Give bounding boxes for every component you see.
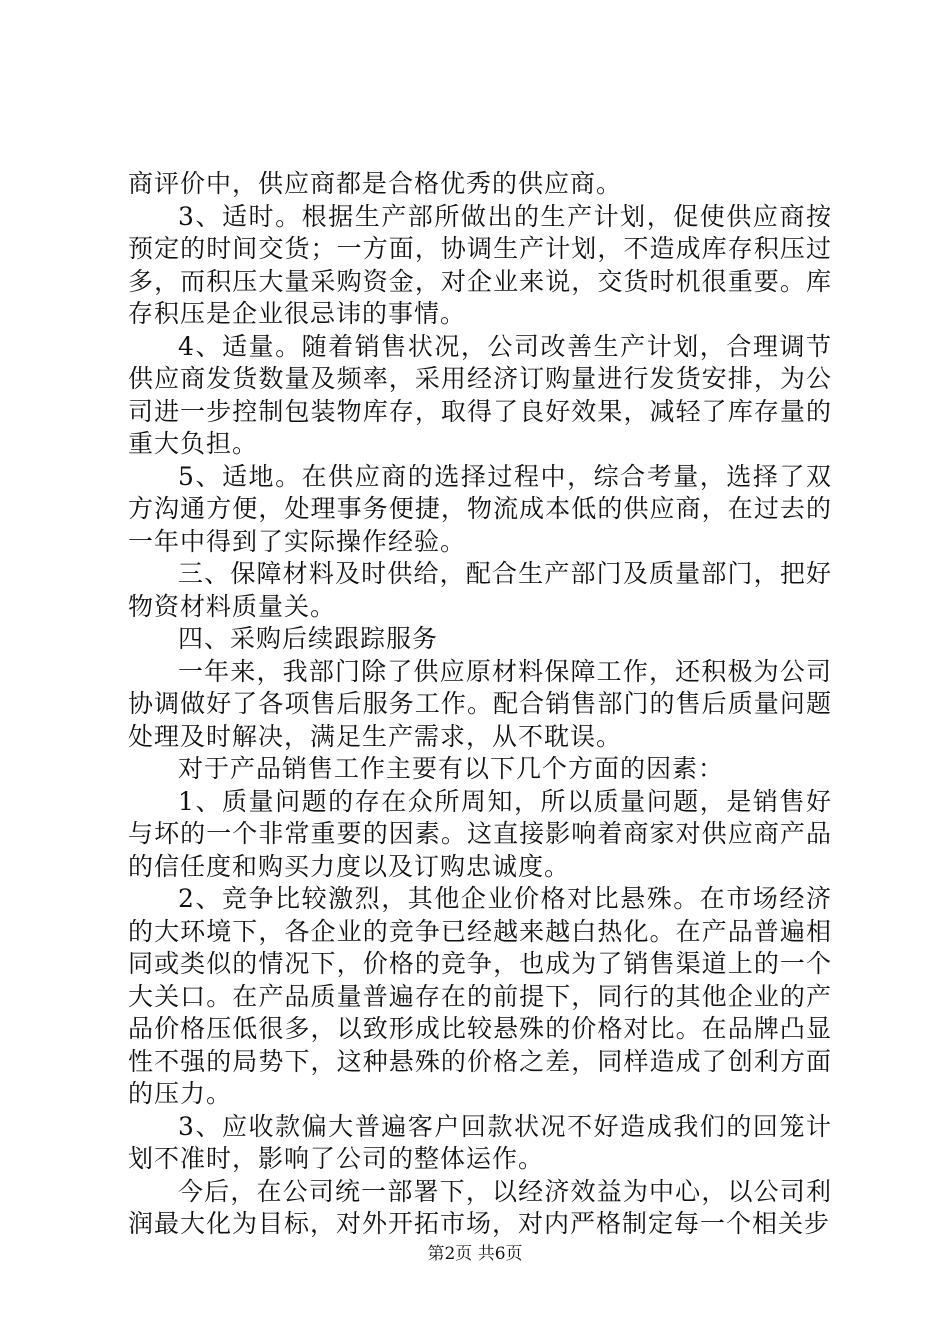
- section-heading-supply: 三、保障材料及时供给，配合生产部门及质量部门，把好物资材料质量关。: [128, 559, 832, 621]
- paragraph-factor-competition: 2、竞争比较激烈，其他企业价格对比悬殊。在市场经济的大环境下，各企业的竞争已经越来越白热化。在产品普遍相同或类似的情况下，价格的竞争，也成为了销售渠道上的一个大关口。在产品质量普遍存在的前提下，同行的其他企业的产品价格压低很多，以致形成比较悬殊的价格对比。在品牌凸显性不强的局势下，这种悬殊的价格之差，同样造成了创利方面的压力。: [128, 884, 832, 1108]
- page-footer: [0, 1244, 950, 1264]
- paragraph-future-plan: 今后，在公司统一部署下，以经济效益为中心，以公司利润最大化为目标，对外开拓市场，对内严格制定每一个相关步: [128, 1176, 832, 1238]
- paragraph-factors-intro: 对于产品销售工作主要有以下几个方面的因素：: [178, 754, 725, 783]
- page-indicator: 第2页 共6页: [427, 1244, 523, 1264]
- document-body: [128, 168, 832, 1241]
- paragraph-quantity: 4、适量。随着销售状况，公司改善生产计划，合理调节供应商发货数量及频率，采用经济订购量进行发货安排，为公司进一步控制包装物库存，取得了良好效果，减轻了库存量的重大负担。: [128, 331, 832, 458]
- paragraph-location: 5、适地。在供应商的选择过程中，综合考量，选择了双方沟通方便，处理事务便捷，物流成本低的供应商，在过去的一年中得到了实际操作经验。: [128, 461, 832, 556]
- paragraph-continuation: 商评价中，供应商都是合格优秀的供应商。: [128, 169, 623, 198]
- paragraph-factor-quality: 1、质量问题的存在众所周知，所以质量问题，是销售好与坏的一个非常重要的因素。这直接影响着商家对供应商产品的信任度和购买力度以及订购忠诚度。: [128, 786, 832, 881]
- paragraph-service: 一年来，我部门除了供应原材料保障工作，还积极为公司协调做好了各项售后服务工作。配合销售部门的售后质量问题处理及时解决，满足生产需求，从不耽误。: [128, 656, 832, 751]
- section-heading-followup: 四、采购后续跟踪服务: [178, 624, 439, 653]
- paragraph-factor-receivables: 3、应收款偏大普遍客户回款状况不好造成我们的回笼计划不准时，影响了公司的整体运作。: [128, 1111, 832, 1173]
- paragraph-timeliness: 3、适时。根据生产部所做出的生产计划，促使供应商按预定的时间交货；一方面，协调生产计划，不造成库存积压过多，而积压大量采购资金，对企业来说，交货时机很重要。库存积压是企业很忌讳的事情。: [128, 201, 832, 328]
